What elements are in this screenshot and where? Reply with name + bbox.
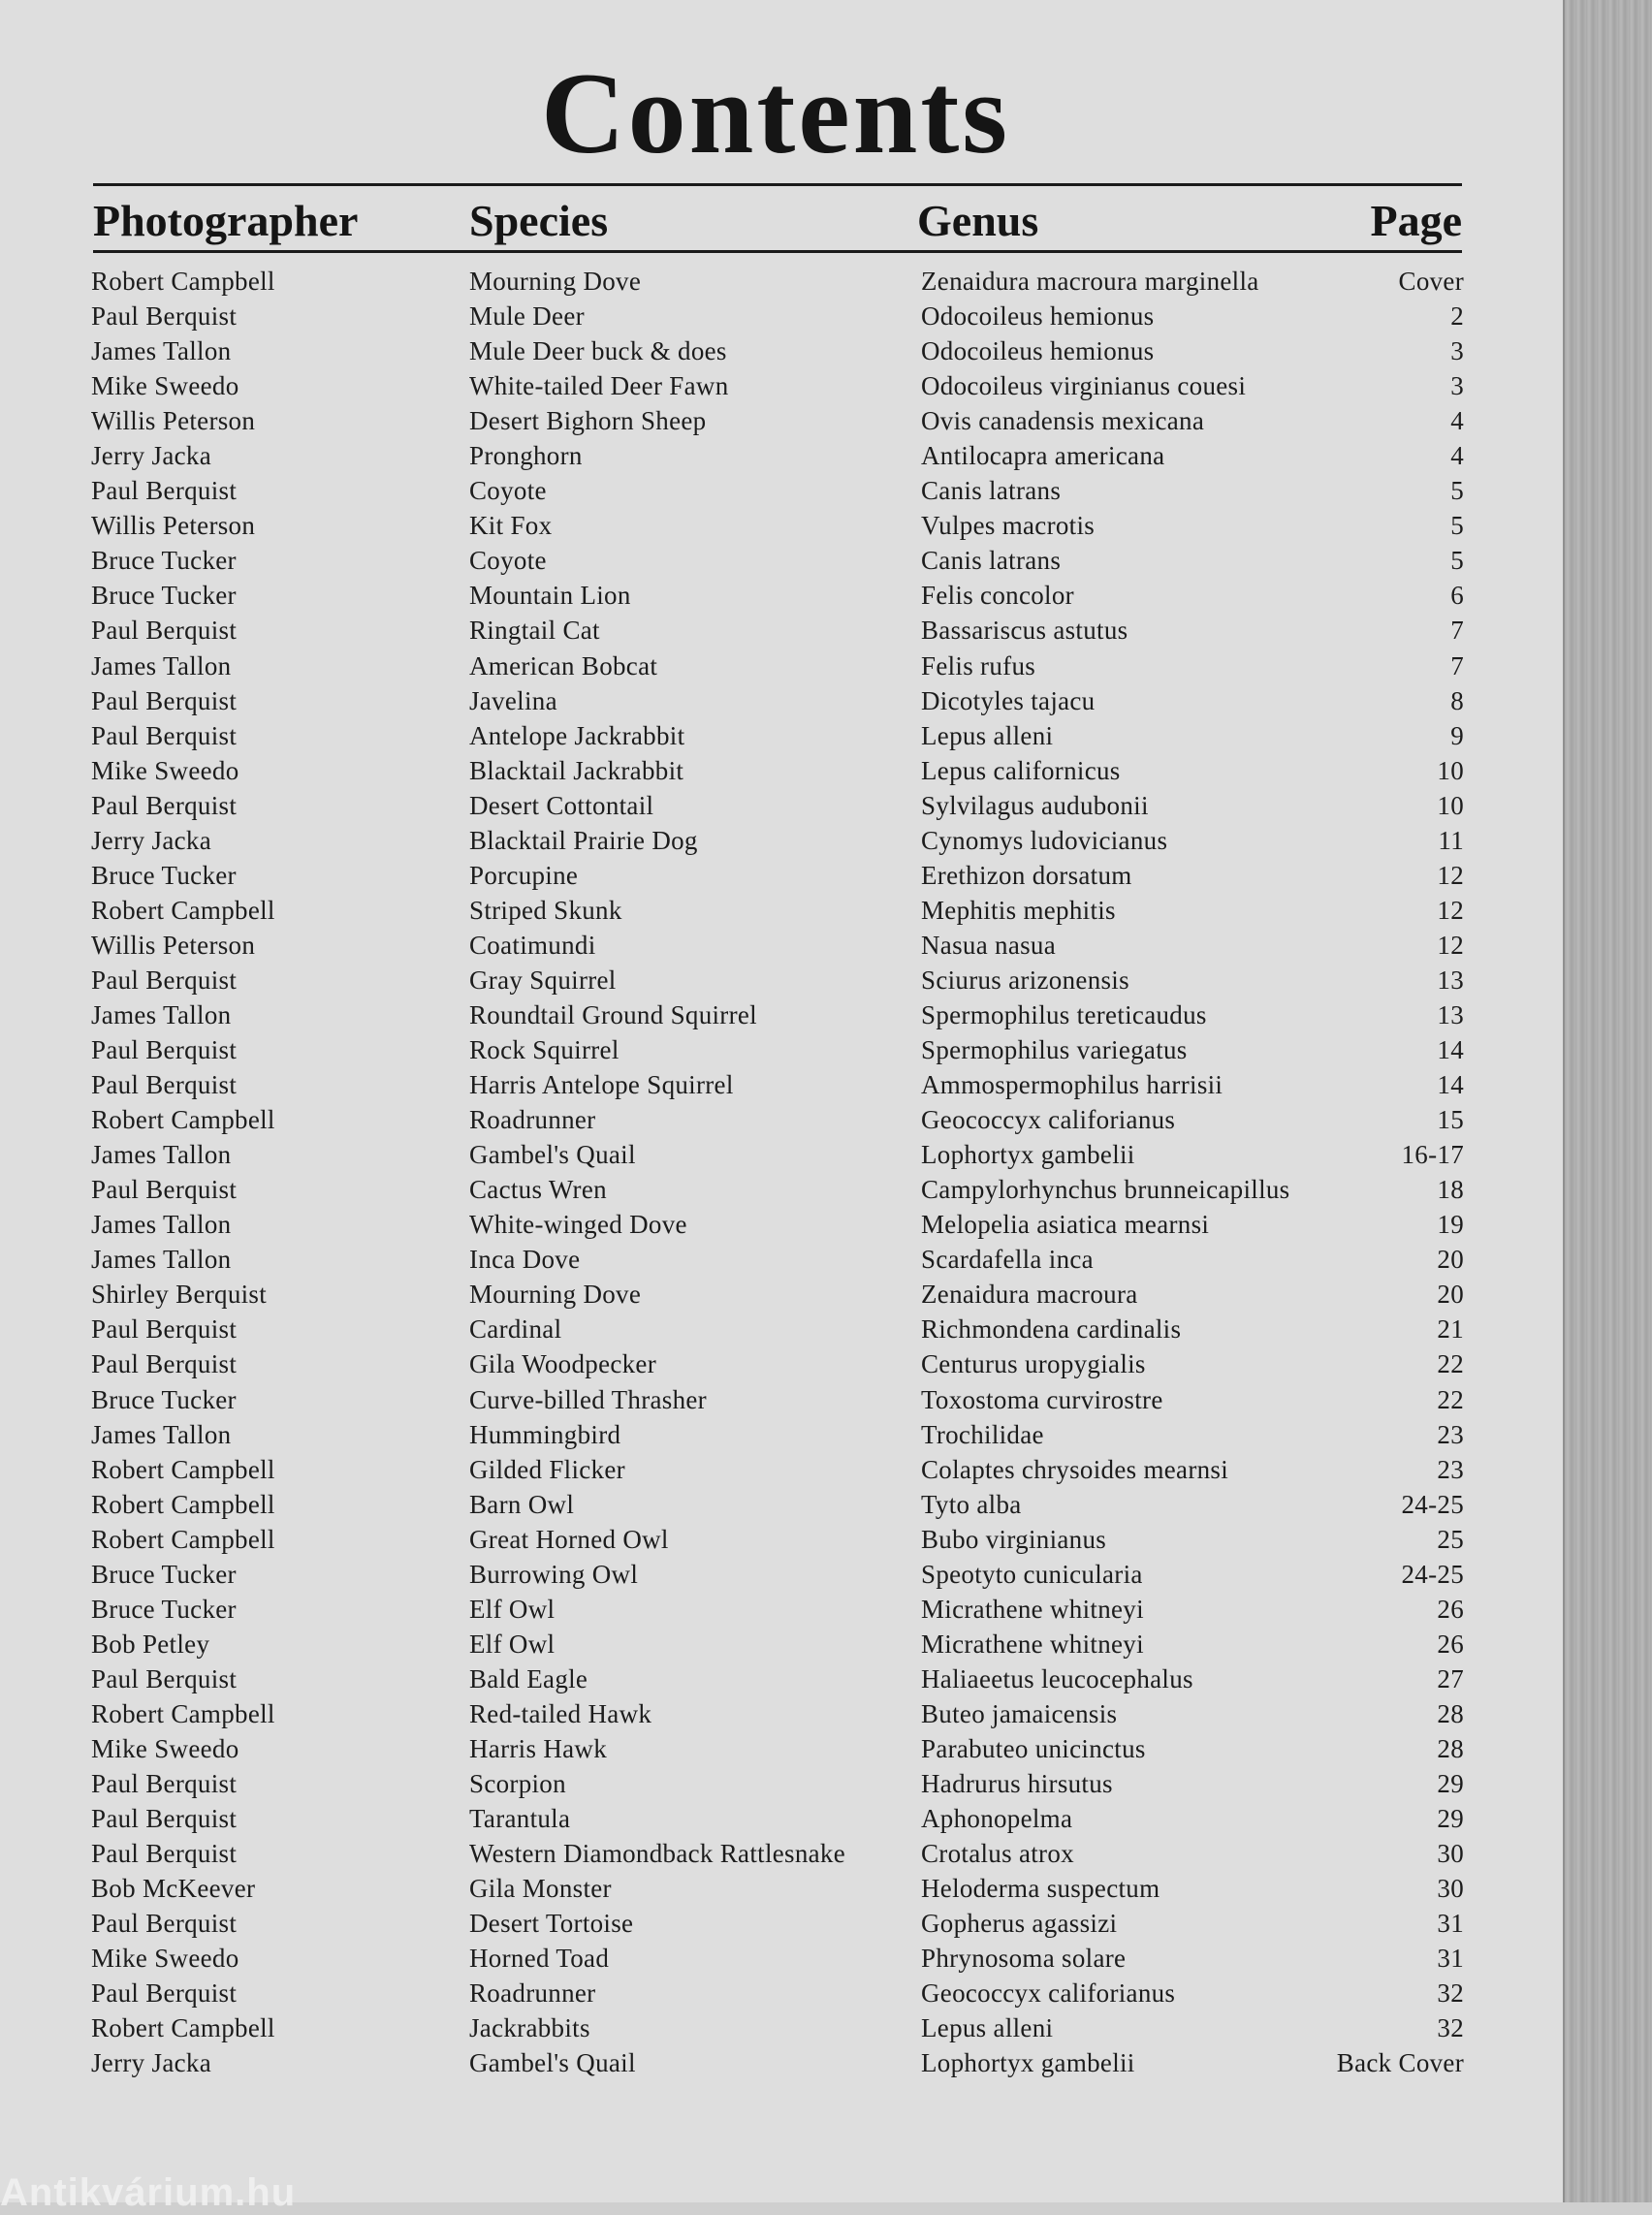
genus-cell: Tyto alba bbox=[921, 1489, 1022, 1519]
genus-cell: Lepus alleni bbox=[921, 720, 1054, 750]
genus-cell: Geococcyx califorianus bbox=[921, 1105, 1176, 1135]
photographer-cell: Paul Berquist bbox=[91, 1314, 238, 1345]
species-cell: Blacktail Jackrabbit bbox=[469, 755, 684, 785]
photographer-cell: Bruce Tucker bbox=[91, 1559, 237, 1589]
photographer-cell: Robert Campbell bbox=[91, 1698, 275, 1728]
table-row bbox=[0, 2045, 1563, 2080]
species-cell: Coyote bbox=[469, 476, 547, 506]
table-row bbox=[0, 2010, 1563, 2045]
table-row bbox=[0, 613, 1563, 648]
species-cell: White-tailed Deer Fawn bbox=[469, 371, 729, 401]
genus-cell: Odocoileus virginianus couesi bbox=[921, 371, 1247, 401]
genus-cell: Micrathene whitneyi bbox=[921, 1629, 1144, 1659]
species-cell: Roundtail Ground Squirrel bbox=[469, 999, 757, 1029]
genus-cell: Crotalus atrox bbox=[921, 1839, 1074, 1869]
contents-table bbox=[0, 264, 1563, 2080]
table-row bbox=[0, 683, 1563, 718]
page-cell: 3 bbox=[1450, 371, 1464, 401]
page-cell: 3 bbox=[1450, 336, 1464, 366]
species-cell: Burrowing Owl bbox=[469, 1559, 639, 1589]
photographer-cell: Mike Sweedo bbox=[91, 1733, 239, 1763]
genus-cell: Aphonopelma bbox=[921, 1804, 1073, 1834]
genus-cell: Spermophilus tereticaudus bbox=[921, 999, 1207, 1029]
species-cell: Striped Skunk bbox=[469, 895, 622, 925]
table-row bbox=[0, 1137, 1563, 1172]
page-cell: Cover bbox=[1398, 267, 1464, 296]
table-row bbox=[0, 264, 1563, 299]
photographer-cell: Paul Berquist bbox=[91, 1769, 238, 1799]
genus-cell: Buteo jamaicensis bbox=[921, 1698, 1118, 1728]
table-row bbox=[0, 788, 1563, 823]
photographer-cell: Paul Berquist bbox=[91, 476, 238, 506]
photographer-cell: Bruce Tucker bbox=[91, 1594, 237, 1624]
page-cell: 15 bbox=[1437, 1105, 1464, 1135]
species-cell: Gilded Flicker bbox=[469, 1454, 625, 1484]
table-row bbox=[0, 1696, 1563, 1731]
table-row bbox=[0, 403, 1563, 438]
genus-cell: Lophortyx gambelii bbox=[921, 1140, 1135, 1170]
table-row bbox=[0, 1661, 1563, 1696]
genus-cell: Antilocapra americana bbox=[921, 441, 1165, 471]
table-row bbox=[0, 858, 1563, 893]
genus-cell: Canis latrans bbox=[921, 546, 1062, 576]
genus-cell: Bassariscus astutus bbox=[921, 616, 1128, 646]
genus-cell: Sylvilagus audubonii bbox=[921, 790, 1149, 820]
genus-cell: Lophortyx gambelii bbox=[921, 2048, 1135, 2078]
table-row bbox=[0, 1976, 1563, 2010]
table-row bbox=[0, 508, 1563, 543]
photographer-cell: Jerry Jacka bbox=[91, 825, 211, 855]
page-cell: 31 bbox=[1437, 1944, 1464, 1974]
table-row bbox=[0, 368, 1563, 403]
page-cell: 19 bbox=[1437, 1210, 1464, 1240]
species-cell: Harris Hawk bbox=[469, 1733, 608, 1763]
genus-cell: Cynomys ludovicianus bbox=[921, 825, 1168, 855]
page-cell: 14 bbox=[1437, 1070, 1464, 1100]
species-cell: Elf Owl bbox=[469, 1594, 556, 1624]
table-row bbox=[0, 928, 1563, 963]
genus-cell: Melopelia asiatica mearnsi bbox=[921, 1210, 1210, 1240]
species-cell: Desert Cottontail bbox=[469, 790, 654, 820]
table-row bbox=[0, 1627, 1563, 1661]
page-title: Contents bbox=[540, 48, 1011, 177]
genus-cell: Haliaeetus leucocephalus bbox=[921, 1663, 1193, 1693]
photographer-cell: Robert Campbell bbox=[91, 267, 275, 296]
photographer-cell: Robert Campbell bbox=[91, 1105, 275, 1135]
genus-cell: Felis rufus bbox=[921, 650, 1036, 680]
table-row bbox=[0, 1032, 1563, 1067]
species-cell: Great Horned Owl bbox=[469, 1524, 669, 1554]
table-row bbox=[0, 578, 1563, 613]
table-row bbox=[0, 1207, 1563, 1242]
species-cell: Hummingbird bbox=[469, 1419, 621, 1449]
species-cell: Gambel's Quail bbox=[469, 2048, 636, 2078]
photographer-cell: Paul Berquist bbox=[91, 720, 238, 750]
species-cell: Inca Dove bbox=[469, 1245, 581, 1275]
page-cell: 13 bbox=[1437, 965, 1464, 995]
table-row bbox=[0, 1836, 1563, 1871]
species-cell: Roadrunner bbox=[469, 1978, 596, 2009]
table-row bbox=[0, 753, 1563, 788]
photographer-cell: Paul Berquist bbox=[91, 1035, 238, 1065]
photographer-cell: Mike Sweedo bbox=[91, 371, 239, 401]
table-row bbox=[0, 299, 1563, 333]
page-cell: 4 bbox=[1450, 441, 1464, 471]
species-cell: Desert Bighorn Sheep bbox=[469, 406, 707, 436]
page-cell: 10 bbox=[1437, 790, 1464, 820]
photographer-cell: Paul Berquist bbox=[91, 1909, 238, 1939]
photographer-cell: Robert Campbell bbox=[91, 1489, 275, 1519]
species-cell: Pronghorn bbox=[469, 441, 583, 471]
genus-cell: Hadrurus hirsutus bbox=[921, 1769, 1113, 1799]
photographer-cell: Bob McKeever bbox=[91, 1874, 256, 1904]
table-row bbox=[0, 438, 1563, 473]
page-cell: 26 bbox=[1437, 1629, 1464, 1659]
photographer-cell: Willis Peterson bbox=[91, 406, 256, 436]
genus-cell: Mephitis mephitis bbox=[921, 895, 1116, 925]
page-cell: 30 bbox=[1437, 1839, 1464, 1869]
photographer-cell: Robert Campbell bbox=[91, 2013, 275, 2043]
photographer-cell: Paul Berquist bbox=[91, 1070, 238, 1100]
page-cell: 10 bbox=[1437, 755, 1464, 785]
table-row bbox=[0, 1557, 1563, 1592]
table-row bbox=[0, 1417, 1563, 1452]
genus-cell: Odocoileus hemionus bbox=[921, 336, 1155, 366]
species-cell: Jackrabbits bbox=[469, 2013, 590, 2043]
page-cell: 21 bbox=[1437, 1314, 1464, 1345]
page-cell: 2 bbox=[1450, 301, 1464, 332]
page-cell: 22 bbox=[1437, 1349, 1464, 1379]
page-cell: 14 bbox=[1437, 1035, 1464, 1065]
page-cell: 30 bbox=[1437, 1874, 1464, 1904]
species-cell: Cardinal bbox=[469, 1314, 562, 1345]
species-cell: Scorpion bbox=[469, 1769, 566, 1799]
page-cell: 4 bbox=[1450, 406, 1464, 436]
photographer-cell: Paul Berquist bbox=[91, 1804, 238, 1834]
species-cell: Coatimundi bbox=[469, 930, 596, 960]
table-row bbox=[0, 1766, 1563, 1801]
table-row bbox=[0, 963, 1563, 997]
page-cell: 5 bbox=[1450, 476, 1464, 506]
table-row bbox=[0, 1382, 1563, 1417]
table-row bbox=[0, 893, 1563, 928]
page-cell: 9 bbox=[1450, 720, 1464, 750]
table-row bbox=[0, 1522, 1563, 1557]
genus-cell: Canis latrans bbox=[921, 476, 1062, 506]
photographer-cell: James Tallon bbox=[91, 999, 232, 1029]
species-cell: Barn Owl bbox=[469, 1489, 575, 1519]
photographer-cell: Bob Petley bbox=[91, 1629, 210, 1659]
table-row bbox=[0, 1941, 1563, 1976]
genus-cell: Micrathene whitneyi bbox=[921, 1594, 1144, 1624]
genus-cell: Bubo virginianus bbox=[921, 1524, 1107, 1554]
column-header-genus: Genus bbox=[917, 196, 1039, 245]
genus-cell: Lepus californicus bbox=[921, 755, 1121, 785]
watermark: Antikvárium.hu bbox=[0, 2171, 297, 2214]
page-cell: 6 bbox=[1450, 581, 1464, 611]
column-header-species: Species bbox=[469, 196, 609, 245]
photographer-cell: Bruce Tucker bbox=[91, 860, 237, 890]
species-cell: Kit Fox bbox=[469, 511, 553, 541]
photographer-cell: Jerry Jacka bbox=[91, 2048, 211, 2078]
page-cell: 23 bbox=[1437, 1454, 1464, 1484]
photographer-cell: Jerry Jacka bbox=[91, 441, 211, 471]
species-cell: Cactus Wren bbox=[469, 1175, 607, 1205]
photographer-cell: Paul Berquist bbox=[91, 965, 238, 995]
species-cell: Blacktail Prairie Dog bbox=[469, 825, 698, 855]
column-header-photographer: Photographer bbox=[93, 196, 359, 245]
species-cell: Antelope Jackrabbit bbox=[469, 720, 685, 750]
page-cell: 32 bbox=[1437, 2013, 1464, 2043]
genus-cell: Phrynosoma solare bbox=[921, 1944, 1127, 1974]
genus-cell: Vulpes macrotis bbox=[921, 511, 1096, 541]
genus-cell: Parabuteo unicinctus bbox=[921, 1733, 1146, 1763]
genus-cell: Zenaidura macroura bbox=[921, 1280, 1138, 1310]
photographer-cell: Bruce Tucker bbox=[91, 1384, 237, 1414]
page-cell: 24-25 bbox=[1401, 1489, 1464, 1519]
genus-cell: Ammospermophilus harrisii bbox=[921, 1070, 1223, 1100]
page-cell: 29 bbox=[1437, 1769, 1464, 1799]
table-row bbox=[0, 1801, 1563, 1836]
page-cell: 7 bbox=[1450, 616, 1464, 646]
species-cell: Mourning Dove bbox=[469, 267, 642, 296]
genus-cell: Ovis canadensis mexicana bbox=[921, 406, 1205, 436]
species-cell: Gila Monster bbox=[469, 1874, 612, 1904]
page-cell: 23 bbox=[1437, 1419, 1464, 1449]
table-row bbox=[0, 543, 1563, 578]
genus-cell: Nasua nasua bbox=[921, 930, 1056, 960]
photographer-cell: Paul Berquist bbox=[91, 616, 238, 646]
page-cell: 16-17 bbox=[1401, 1140, 1464, 1170]
species-cell: Horned Toad bbox=[469, 1944, 610, 1974]
table-row bbox=[0, 1102, 1563, 1137]
page-cell: 24-25 bbox=[1401, 1559, 1464, 1589]
genus-cell: Speotyto cunicularia bbox=[921, 1559, 1143, 1589]
species-cell: Bald Eagle bbox=[469, 1663, 588, 1693]
photographer-cell: James Tallon bbox=[91, 1140, 232, 1170]
photographer-cell: James Tallon bbox=[91, 1245, 232, 1275]
photographer-cell: Mike Sweedo bbox=[91, 755, 239, 785]
page-cell: 5 bbox=[1450, 546, 1464, 576]
page-cell: 18 bbox=[1437, 1175, 1464, 1205]
photographer-cell: James Tallon bbox=[91, 1419, 232, 1449]
page-cell: 20 bbox=[1437, 1245, 1464, 1275]
page-cell: Back Cover bbox=[1336, 2048, 1464, 2078]
photographer-cell: Bruce Tucker bbox=[91, 546, 237, 576]
species-cell: Gray Squirrel bbox=[469, 965, 617, 995]
species-cell: Curve-billed Thrasher bbox=[469, 1384, 707, 1414]
page-cell: 31 bbox=[1437, 1909, 1464, 1939]
species-cell: Coyote bbox=[469, 546, 547, 576]
genus-cell: Odocoileus hemionus bbox=[921, 301, 1155, 332]
species-cell: Gila Woodpecker bbox=[469, 1349, 657, 1379]
table-row bbox=[0, 1312, 1563, 1346]
species-cell: Mourning Dove bbox=[469, 1280, 642, 1310]
genus-cell: Colaptes chrysoides mearnsi bbox=[921, 1454, 1229, 1484]
photographer-cell: Paul Berquist bbox=[91, 301, 238, 332]
genus-cell: Scardafella inca bbox=[921, 1245, 1094, 1275]
page-cell: 22 bbox=[1437, 1384, 1464, 1414]
genus-cell: Campylorhynchus brunneicapillus bbox=[921, 1175, 1290, 1205]
table-row bbox=[0, 1346, 1563, 1381]
photographer-cell: Robert Campbell bbox=[91, 1524, 275, 1554]
photographer-cell: James Tallon bbox=[91, 650, 232, 680]
photographer-cell: Paul Berquist bbox=[91, 1663, 238, 1693]
photographer-cell: Robert Campbell bbox=[91, 895, 275, 925]
table-row bbox=[0, 1871, 1563, 1906]
species-cell: Roadrunner bbox=[469, 1105, 596, 1135]
photographer-cell: James Tallon bbox=[91, 1210, 232, 1240]
photographer-cell: Paul Berquist bbox=[91, 1978, 238, 2009]
page-cell: 5 bbox=[1450, 511, 1464, 541]
photographer-cell: James Tallon bbox=[91, 336, 232, 366]
species-cell: Mule Deer buck & does bbox=[469, 336, 727, 366]
table-row bbox=[0, 473, 1563, 508]
species-cell: Red-tailed Hawk bbox=[469, 1698, 652, 1728]
photographer-cell: Mike Sweedo bbox=[91, 1944, 239, 1974]
table-row bbox=[0, 1452, 1563, 1487]
genus-cell: Toxostoma curvirostre bbox=[921, 1384, 1163, 1414]
page-edge bbox=[1563, 0, 1652, 2202]
page-cell: 12 bbox=[1437, 895, 1464, 925]
species-cell: Gambel's Quail bbox=[469, 1140, 636, 1170]
page-cell: 29 bbox=[1437, 1804, 1464, 1834]
genus-cell: Zenaidura macroura marginella bbox=[921, 267, 1259, 296]
table-row bbox=[0, 823, 1563, 858]
page-cell: 12 bbox=[1437, 860, 1464, 890]
genus-cell: Felis concolor bbox=[921, 581, 1074, 611]
species-cell: Mule Deer bbox=[469, 301, 585, 332]
genus-cell: Geococcyx califorianus bbox=[921, 1978, 1176, 2009]
page-cell: 7 bbox=[1450, 650, 1464, 680]
photographer-cell: Paul Berquist bbox=[91, 685, 238, 715]
genus-cell: Centurus uropygialis bbox=[921, 1349, 1146, 1379]
genus-cell: Dicotyles tajacu bbox=[921, 685, 1096, 715]
photographer-cell: Paul Berquist bbox=[91, 1839, 238, 1869]
table-row bbox=[0, 997, 1563, 1032]
species-cell: Elf Owl bbox=[469, 1629, 556, 1659]
species-cell: Western Diamondback Rattlesnake bbox=[469, 1839, 845, 1869]
species-cell: Javelina bbox=[469, 685, 557, 715]
page-cell: 11 bbox=[1438, 825, 1464, 855]
table-row bbox=[0, 1242, 1563, 1277]
species-cell: American Bobcat bbox=[469, 650, 658, 680]
header-top-rule bbox=[93, 183, 1462, 186]
table-row bbox=[0, 649, 1563, 683]
photographer-cell: Paul Berquist bbox=[91, 790, 238, 820]
photographer-cell: Willis Peterson bbox=[91, 930, 256, 960]
genus-cell: Erethizon dorsatum bbox=[921, 860, 1132, 890]
photographer-cell: Paul Berquist bbox=[91, 1349, 238, 1379]
genus-cell: Sciurus arizonensis bbox=[921, 965, 1129, 995]
photographer-cell: Willis Peterson bbox=[91, 511, 256, 541]
photographer-cell: Robert Campbell bbox=[91, 1454, 275, 1484]
species-cell: Ringtail Cat bbox=[469, 616, 600, 646]
genus-cell: Richmondena cardinalis bbox=[921, 1314, 1182, 1345]
page-cell: 28 bbox=[1437, 1733, 1464, 1763]
page-cell: 32 bbox=[1437, 1978, 1464, 2009]
species-cell: Mountain Lion bbox=[469, 581, 631, 611]
column-header-page: Page bbox=[1370, 196, 1462, 245]
photographer-cell: Bruce Tucker bbox=[91, 581, 237, 611]
page-cell: 12 bbox=[1437, 930, 1464, 960]
page-cell: 28 bbox=[1437, 1698, 1464, 1728]
species-cell: Desert Tortoise bbox=[469, 1909, 634, 1939]
page-cell: 8 bbox=[1450, 685, 1464, 715]
genus-cell: Trochilidae bbox=[921, 1419, 1044, 1449]
table-row bbox=[0, 1277, 1563, 1312]
page-cell: 25 bbox=[1437, 1524, 1464, 1554]
page-cell: 26 bbox=[1437, 1594, 1464, 1624]
species-cell: Harris Antelope Squirrel bbox=[469, 1070, 734, 1100]
genus-cell: Gopherus agassizi bbox=[921, 1909, 1118, 1939]
genus-cell: Lepus alleni bbox=[921, 2013, 1054, 2043]
photographer-cell: Shirley Berquist bbox=[91, 1280, 268, 1310]
page-cell: 27 bbox=[1437, 1663, 1464, 1693]
table-row bbox=[0, 718, 1563, 753]
header-bottom-rule bbox=[93, 250, 1462, 253]
photographer-cell: Paul Berquist bbox=[91, 1175, 238, 1205]
table-row bbox=[0, 1487, 1563, 1522]
genus-cell: Heloderma suspectum bbox=[921, 1874, 1160, 1904]
table-row bbox=[0, 1172, 1563, 1207]
genus-cell: Spermophilus variegatus bbox=[921, 1035, 1188, 1065]
page-cell: 13 bbox=[1437, 999, 1464, 1029]
table-row bbox=[0, 1592, 1563, 1627]
table-row bbox=[0, 333, 1563, 368]
species-cell: White-winged Dove bbox=[469, 1210, 687, 1240]
table-row bbox=[0, 1067, 1563, 1102]
species-cell: Rock Squirrel bbox=[469, 1035, 620, 1065]
species-cell: Tarantula bbox=[469, 1804, 571, 1834]
table-row bbox=[0, 1906, 1563, 1941]
species-cell: Porcupine bbox=[469, 860, 579, 890]
page-cell: 20 bbox=[1437, 1280, 1464, 1310]
table-row bbox=[0, 1731, 1563, 1766]
